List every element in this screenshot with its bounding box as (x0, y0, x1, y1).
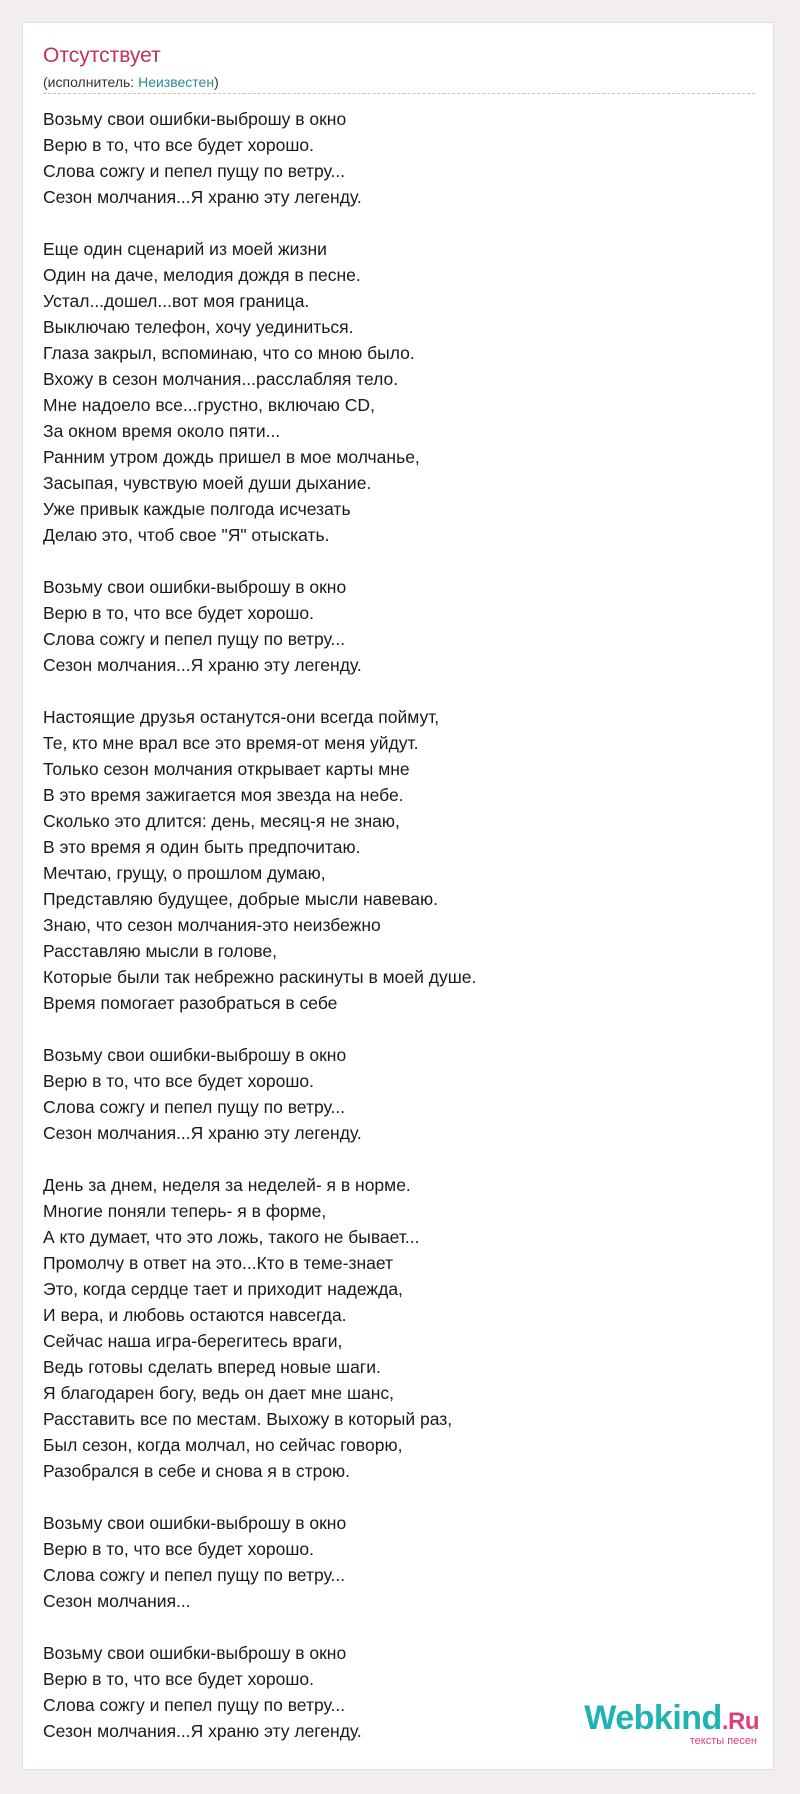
lyrics-stanza (43, 704, 755, 1016)
lyrics-line: Верю в то, что все будет хорошо. (43, 135, 314, 155)
lyrics-line: Верю в то, что все будет хорошо. (43, 603, 314, 623)
lyrics-line: Мечтаю, грущу, о прошлом думаю, (43, 863, 326, 883)
lyrics-line: Знаю, что сезон молчания-это неизбежно (43, 915, 381, 935)
lyrics-line: Возьму свои ошибки-выброшу в окно (43, 109, 347, 129)
lyrics-line: Делаю это, чтоб свое "Я" отыскать. (43, 525, 330, 545)
lyrics-line: Верю в то, что все будет хорошо. (43, 1071, 314, 1091)
lyrics-stanza (43, 106, 755, 210)
lyrics-text (43, 106, 755, 1770)
lyrics-line: Это, когда сердце тает и приходит надежда, (43, 1279, 403, 1299)
lyrics-line: Слова сожгу и пепел пущу по ветру... (43, 1565, 346, 1585)
lyrics-line: Те, кто мне врал все это время-от меня уйдут. (43, 733, 419, 753)
song-title: Отсутствует (43, 44, 161, 67)
lyrics-line: Разобрался в себе и снова я в строю. (43, 1461, 351, 1481)
logo-tld: .Ru (721, 1708, 759, 1735)
lyrics-line: Слова сожгу и пепел пущу по ветру... (43, 629, 346, 649)
lyrics-line: Слова сожгу и пепел пущу по ветру... (43, 161, 346, 181)
lyrics-line: Был сезон, когда молчал, но сейчас говорю, (43, 1435, 403, 1455)
lyrics-stanza (43, 574, 755, 678)
lyrics-line: Сезон молчания... (43, 1591, 191, 1611)
lyrics-line: Уже привык каждые полгода исчезать (43, 499, 351, 519)
lyrics-line: И вера, и любовь остаются навсегда. (43, 1305, 347, 1325)
lyrics-line: Возьму свои ошибки-выброшу в окно (43, 577, 347, 597)
lyrics-line: Сколько это длится: день, месяц-я не знаю, (43, 811, 400, 831)
lyrics-stanza (43, 236, 755, 548)
lyrics-line: Вхожу в сезон молчания...расслабляя тело. (43, 369, 399, 389)
lyrics-line: Время помогает разобраться в себе (43, 993, 338, 1013)
lyrics-line: День за днем, неделя за неделей- я в норме. (43, 1175, 411, 1195)
lyrics-line: Верю в то, что все будет хорошо. (43, 1669, 314, 1689)
lyrics-line: Только сезон молчания открывает карты мне (43, 759, 410, 779)
logo-name: Webkind (584, 1699, 722, 1737)
lyrics-line: Сезон молчания...Я храню эту легенду. (43, 187, 362, 207)
lyrics-line: Представляю будущее, добрые мысли навеваю. (43, 889, 439, 909)
lyrics-line: За окном время около пяти... (43, 421, 281, 441)
lyrics-line: Слова сожгу и пепел пущу по ветру... (43, 1097, 346, 1117)
artist-prefix: (исполнитель: (43, 74, 139, 90)
lyrics-line: Мне надоело все...грустно, включаю CD, (43, 395, 375, 415)
lyrics-line: Возьму свои ошибки-выброшу в окно (43, 1643, 347, 1663)
lyrics-line: Сезон молчания...Я храню эту легенду. (43, 1123, 362, 1143)
artist-link[interactable]: Неизвестен (138, 74, 215, 90)
lyrics-line: А кто думает, что это ложь, такого не бывает... (43, 1227, 420, 1247)
lyrics-line: Которые были так небрежно раскинуты в моей душе. (43, 967, 477, 987)
site-logo[interactable] (584, 1701, 759, 1747)
lyrics-line: Засыпая, чувствую моей души дыхание. (43, 473, 372, 493)
lyrics-line: Выключаю телефон, хочу уединиться. (43, 317, 354, 337)
lyrics-line: Ведь готовы сделать вперед новые шаги. (43, 1357, 381, 1377)
lyrics-line: Один на даче, мелодия дождя в песне. (43, 265, 361, 285)
header-divider (43, 93, 755, 94)
lyrics-line: Глаза закрыл, вспоминаю, что со мною было. (43, 343, 415, 363)
lyrics-line: В это время я один быть предпочитаю. (43, 837, 361, 857)
lyrics-line: Настоящие друзья останутся-они всегда поймут, (43, 707, 440, 727)
lyrics-line: Устал...дошел...вот моя граница. (43, 291, 310, 311)
lyrics-line: Промолчу в ответ на это...Кто в теме-знает (43, 1253, 394, 1273)
lyrics-line: Расставляю мысли в голове, (43, 941, 277, 961)
lyrics-line: Многие поняли теперь- я в форме, (43, 1201, 327, 1221)
lyrics-line: Верю в то, что все будет хорошо. (43, 1539, 314, 1559)
logo-tagline: тексты песен (689, 1735, 757, 1747)
lyrics-line: Сезон молчания...Я храню эту легенду. (43, 655, 362, 675)
lyrics-line: Возьму свои ошибки-выброшу в окно (43, 1513, 347, 1533)
lyrics-line: Возьму свои ошибки-выброшу в окно (43, 1045, 347, 1065)
lyrics-line: Сезон молчания...Я храню эту легенду. (43, 1721, 362, 1741)
artist-line (43, 73, 219, 91)
lyrics-stanza (43, 1510, 755, 1614)
lyrics-line: В это время зажигается моя звезда на небе. (43, 785, 404, 805)
lyrics-line: Сейчас наша игра-берегитесь враги, (43, 1331, 343, 1351)
lyrics-stanza (43, 1172, 755, 1484)
lyrics-line: Еще один сценарий из моей жизни (43, 239, 327, 259)
lyrics-line: Ранним утром дождь пришел в мое молчанье, (43, 447, 420, 467)
lyrics-line: Расставить все по местам. Выхожу в который раз, (43, 1409, 453, 1429)
artist-suffix: ) (214, 74, 219, 90)
lyrics-line: Я благодарен богу, ведь он дает мне шанс, (43, 1383, 395, 1403)
lyrics-line: Слова сожгу и пепел пущу по ветру... (43, 1695, 346, 1715)
lyrics-card (22, 22, 774, 1770)
lyrics-stanza (43, 1042, 755, 1146)
